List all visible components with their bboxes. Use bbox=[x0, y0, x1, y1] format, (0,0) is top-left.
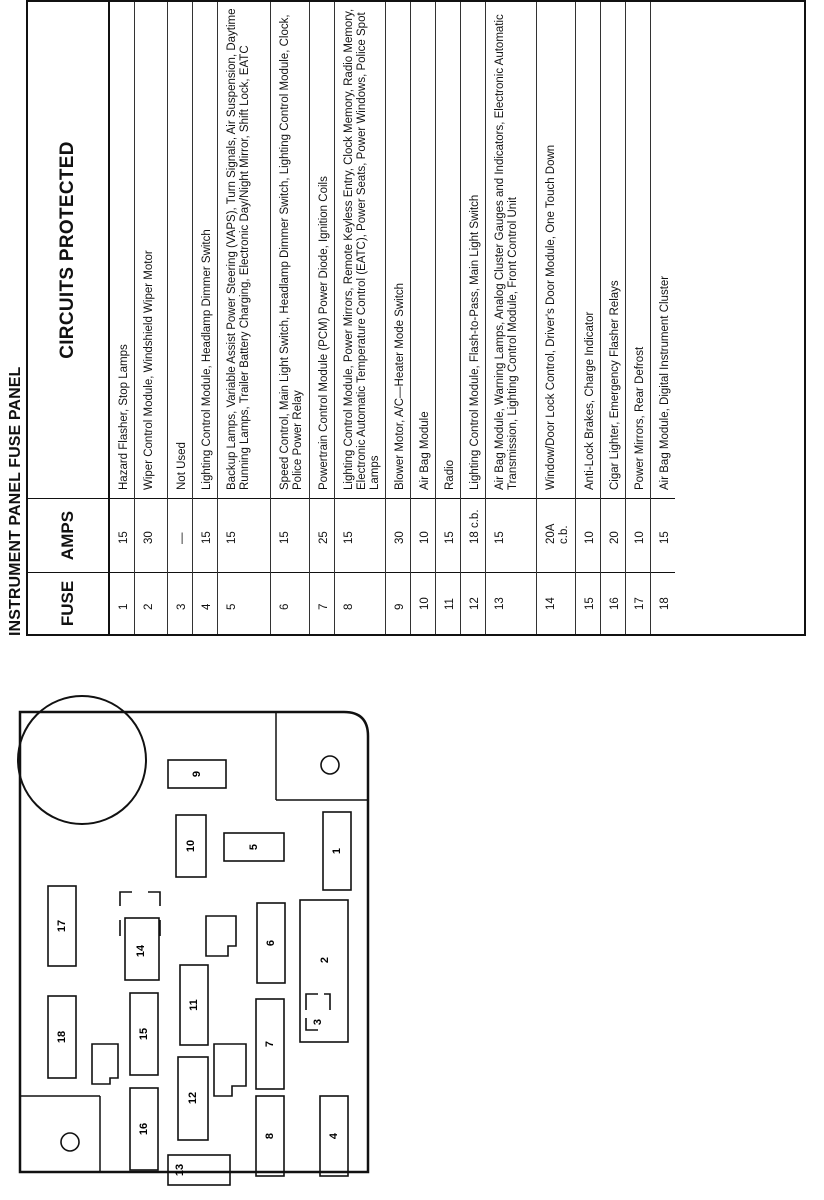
fuse-label-14: 14 bbox=[135, 944, 147, 958]
cell-circuits: Air Bag Module, Digital Instrument Cluster bbox=[659, 275, 671, 490]
cell-fuse: 12 bbox=[461, 572, 485, 634]
cell-fuse: 11 bbox=[436, 572, 460, 634]
cell-circuits: Window/Door Lock Control, Driver's Door Module, One Touch Down bbox=[545, 144, 557, 490]
cell-fuse: 15 bbox=[576, 572, 600, 634]
fuse-label-3: 3 bbox=[312, 1018, 324, 1026]
fuse-label-7: 7 bbox=[264, 1040, 276, 1048]
cell-amps: 15 bbox=[218, 498, 270, 572]
cell-amps: 15 bbox=[193, 498, 217, 572]
page-title: INSTRUMENT PANEL FUSE PANEL bbox=[7, 366, 24, 636]
fuse-label-9: 9 bbox=[191, 770, 203, 778]
cell-fuse: 3 bbox=[168, 572, 192, 634]
cell-amps: 20 bbox=[601, 498, 625, 572]
fuse-label-1: 1 bbox=[331, 847, 343, 855]
cell-circuits: Anti-Lock Brakes, Charge Indicator bbox=[584, 311, 596, 490]
cell-fuse: 16 bbox=[601, 572, 625, 634]
cell-circuits: Backup Lamps, Variable Assist Power Steering (VAPS), Turn Signals, Air Suspension, Daytime Running Lamps, Trailer Battery Charging, Electronic Day/Night Mirror, Shift Lock, EATC bbox=[226, 8, 251, 490]
cell-fuse: 8 bbox=[335, 572, 385, 634]
cell-circuits: Air Bag Module bbox=[419, 411, 431, 490]
cell-amps: 10 bbox=[626, 498, 650, 572]
fuse-label-13: 13 bbox=[174, 1163, 186, 1177]
mounting-hole-bottom bbox=[61, 1133, 79, 1151]
fuse-label-12: 12 bbox=[187, 1091, 199, 1105]
cell-fuse: 1 bbox=[110, 572, 134, 634]
cell-amps: 15 bbox=[486, 498, 536, 572]
cell-amps: 15 bbox=[271, 498, 309, 572]
cell-fuse: 18 bbox=[651, 572, 675, 634]
fuse-label-4: 4 bbox=[328, 1132, 340, 1140]
fuse-label-11: 11 bbox=[188, 999, 200, 1011]
fuse-label-2: 2 bbox=[319, 956, 331, 964]
cell-circuits: Powertrain Control Module (PCM) Power Diode, Ignition Coils bbox=[318, 176, 330, 490]
cell-circuits: Speed Control, Main Light Switch, Headlamp Dimmer Switch, Lighting Control Module, Clock, Police Power Relay bbox=[279, 14, 304, 490]
cell-circuits: Hazard Flasher, Stop Lamps bbox=[118, 344, 130, 490]
fuse-label-5: 5 bbox=[248, 843, 260, 851]
cell-amps: 20A c.b. bbox=[537, 498, 575, 572]
cell-circuits: Lighting Control Module, Headlamp Dimmer Switch bbox=[201, 229, 213, 490]
cell-circuits: Power Mirrors, Rear Defrost bbox=[634, 346, 646, 490]
header-circuits: CIRCUITS PROTECTED bbox=[57, 141, 78, 359]
fuse-label-18: 18 bbox=[56, 1030, 68, 1044]
fuse-label-8: 8 bbox=[264, 1132, 276, 1140]
cell-amps: 25 bbox=[310, 498, 334, 572]
cell-circuits: Blower Motor, A/C—Heater Mode Switch bbox=[394, 282, 406, 490]
fuse-label-15: 15 bbox=[138, 1027, 150, 1041]
cell-amps: 15 bbox=[110, 498, 134, 572]
cell-fuse: 5 bbox=[218, 572, 270, 634]
cell-fuse: 2 bbox=[135, 572, 167, 634]
header-fuse: FUSE bbox=[28, 572, 108, 634]
cell-circuits: Lighting Control Module, Power Mirrors, Remote Keyless Entry, Clock Memory, Radio Memory, Electronic Automatic Temperature Control (EATC), Power Seats, Power Windows, Police Spot Lamps bbox=[343, 8, 381, 490]
cell-fuse: 4 bbox=[193, 572, 217, 634]
cell-fuse: 14 bbox=[537, 572, 575, 634]
cell-circuits: Radio bbox=[444, 459, 456, 490]
cell-circuits: Air Bag Module, Warning Lamps, Analog Cluster Gauges and Indicators, Electronic Automatic Transmission, Lighting Control Module, Front Control Unit bbox=[494, 14, 519, 490]
cell-fuse: 13 bbox=[486, 572, 536, 634]
cell-fuse: 17 bbox=[626, 572, 650, 634]
large-circle bbox=[18, 696, 146, 824]
cell-amps: 10 bbox=[576, 498, 600, 572]
cell-fuse: 10 bbox=[411, 572, 435, 634]
cell-amps: 15 bbox=[335, 498, 385, 572]
cell-circuits: Not Used bbox=[176, 442, 188, 490]
cell-amps: 10 bbox=[411, 498, 435, 572]
mounting-hole-top bbox=[321, 756, 339, 774]
cell-amps: 18 c.b. bbox=[461, 498, 485, 572]
fuse-label-17: 17 bbox=[56, 919, 68, 933]
cell-amps: — bbox=[168, 498, 192, 572]
cell-amps: 30 bbox=[135, 498, 167, 572]
cell-circuits: Cigar Lighter, Emergency Flasher Relays bbox=[609, 280, 621, 490]
cell-amps: 15 bbox=[651, 498, 675, 572]
fuse-label-6: 6 bbox=[265, 939, 277, 947]
header-amps: AMPS bbox=[28, 498, 108, 572]
cell-fuse: 6 bbox=[271, 572, 309, 634]
fuse-label-10: 10 bbox=[185, 839, 197, 853]
cell-circuits: Wiper Control Module, Windshield Wiper Motor bbox=[143, 250, 155, 490]
cell-fuse: 9 bbox=[386, 572, 410, 634]
fuse-label-16: 16 bbox=[138, 1122, 150, 1136]
cell-amps: 30 bbox=[386, 498, 410, 572]
cell-amps: 15 bbox=[436, 498, 460, 572]
cell-fuse: 7 bbox=[310, 572, 334, 634]
cell-circuits: Lighting Control Module, Flash-to-Pass, Main Light Switch bbox=[469, 194, 481, 490]
